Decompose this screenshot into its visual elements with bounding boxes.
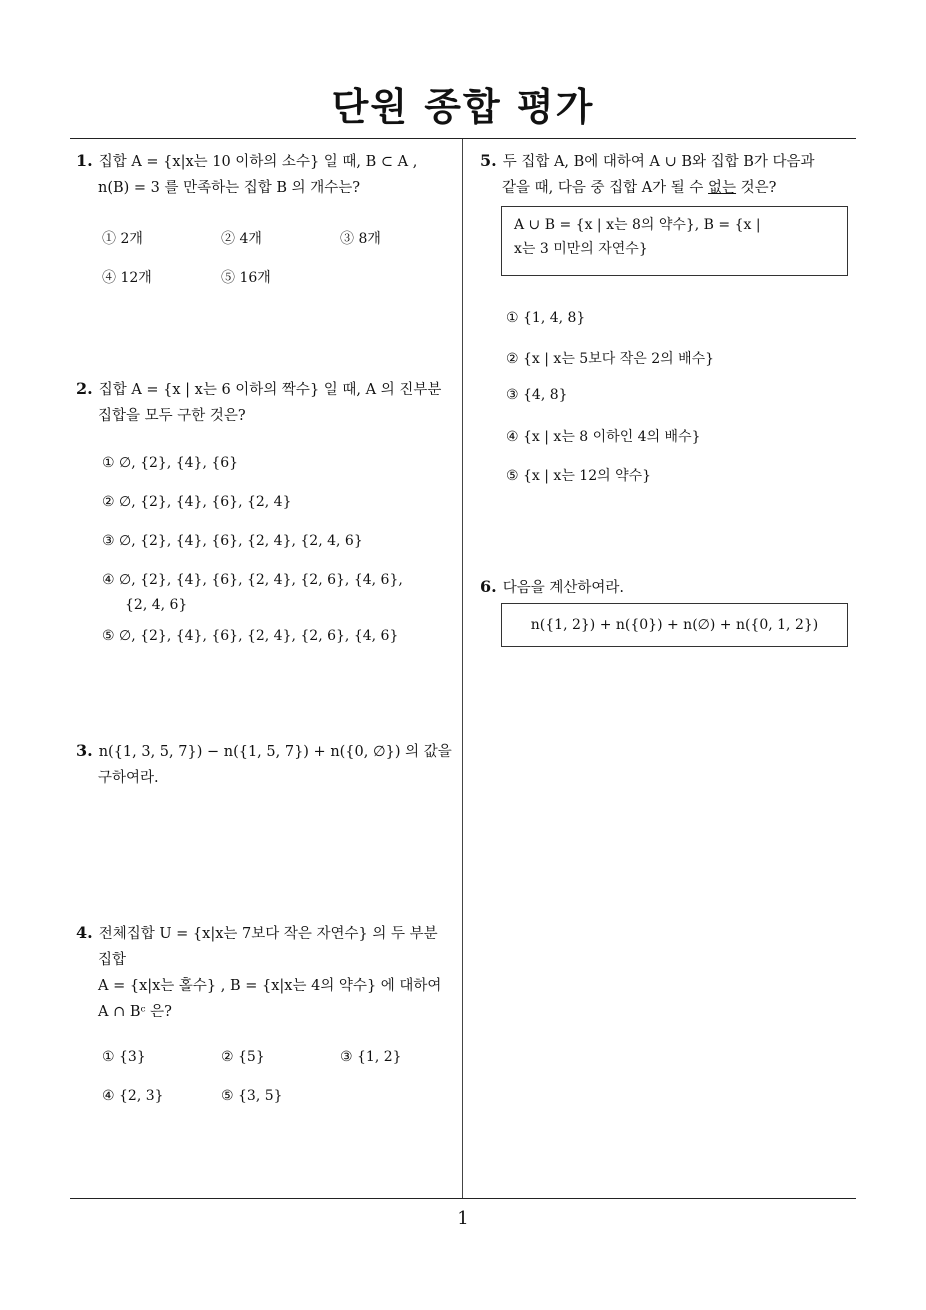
q2-option-4-continued[interactable]: {2, 4, 6} [125,597,188,613]
q4-option-4[interactable]: ④ {2, 3} [102,1088,164,1104]
question-2 [76,376,456,429]
question-text-part: 같을 때, 다음 중 집합 A가 될 수 [502,180,709,196]
q2-option-5[interactable]: ⑤ ∅, {2}, {4}, {6}, {2, 4}, {2, 6}, {4, 6} [102,628,399,644]
question-text-line: n({1, 3, 5, 7}) − n({1, 5, 7}) + n({0, ∅}) 의 값을 [98,744,452,760]
question-text-line: 집합 [98,952,127,968]
column-divider [462,139,463,1199]
q1-option-3[interactable]: ③ 8개 [340,231,381,247]
q2-option-2[interactable]: ② ∅, {2}, {4}, {6}, {2, 4} [102,494,292,510]
question-number: 6. [480,577,497,596]
q1-option-1[interactable]: ① 2개 [102,231,143,247]
page-number: 1 [457,1208,469,1229]
question-text-line: 집합 A = {x|x는 10 이하의 소수} 일 때, B ⊂ A , [98,154,418,170]
question-number: 5. [480,151,497,170]
question-text-line: 집합 A = {x | x는 6 이하의 짝수} 일 때, A 의 진부분 [98,382,442,398]
q5-option-1[interactable]: ① {1, 4, 8} [506,310,586,326]
question-text-line: 구하여라. [98,770,159,786]
bottom-rule [70,1198,856,1199]
q2-option-3[interactable]: ③ ∅, {2}, {4}, {6}, {2, 4}, {2, 4, 6} [102,533,363,549]
q2-option-4[interactable]: ④ ∅, {2}, {4}, {6}, {2, 4}, {2, 6}, {4, 6}, [102,572,403,588]
box-line: x는 3 미만의 자연수} [514,241,648,257]
q5-option-3[interactable]: ③ {4, 8} [506,387,568,403]
box-line: n({1, 2}) + n({0}) + n(∅) + n({0, 1, 2}) [530,617,819,633]
question-text-line: 전체집합 U = {x|x는 7보다 작은 자연수} 의 두 부분 [98,926,438,942]
q5-given-box [501,206,848,276]
q4-option-5[interactable]: ⑤ {3, 5} [221,1088,283,1104]
question-text-line: 다음을 계산하여라. [502,580,624,596]
q5-option-2[interactable]: ② {x | x는 5보다 작은 2의 배수} [506,351,715,367]
q5-option-5[interactable]: ⑤ {x | x는 12의 약수} [506,468,652,484]
question-1 [76,148,456,201]
question-text-line: A = {x|x는 홀수} , B = {x|x는 4의 약수} 에 대하여 [98,978,442,994]
top-rule [70,138,856,139]
box-line: A ∪ B = {x | x는 8의 약수}, B = {x | [514,217,761,233]
question-text-line: A ∩ Bᶜ 은? [98,1004,172,1020]
q1-option-2[interactable]: ② 4개 [221,231,262,247]
question-3 [76,738,456,791]
q1-option-4[interactable]: ④ 12개 [102,270,152,286]
question-text-line: 집합을 모두 구한 것은? [98,408,246,424]
question-number: 4. [76,923,93,942]
question-text-line: 두 집합 A, B에 대하여 A ∪ B와 집합 B가 다음과 [502,154,815,170]
q2-option-1[interactable]: ① ∅, {2}, {4}, {6} [102,455,239,471]
question-number: 3. [76,741,93,760]
q6-expression-box [501,603,848,647]
q4-option-2[interactable]: ② {5} [221,1049,265,1065]
question-6 [480,574,860,601]
q4-option-3[interactable]: ③ {1, 2} [340,1049,402,1065]
question-text-line: n(B) = 3 를 만족하는 집합 B 의 개수는? [98,180,361,196]
q1-option-5[interactable]: ⑤ 16개 [221,270,271,286]
question-number: 2. [76,379,93,398]
q4-option-1[interactable]: ① {3} [102,1049,146,1065]
q5-option-4[interactable]: ④ {x | x는 8 이하인 4의 배수} [506,429,701,445]
underlined-emphasis: 없는 [708,180,737,196]
question-number: 1. [76,151,93,170]
question-4 [76,920,456,1025]
page-title: 단원 종합 평가 [331,85,595,129]
question-text-line [480,175,860,201]
question-text-part: 것은? [736,180,777,196]
question-5 [480,148,860,201]
